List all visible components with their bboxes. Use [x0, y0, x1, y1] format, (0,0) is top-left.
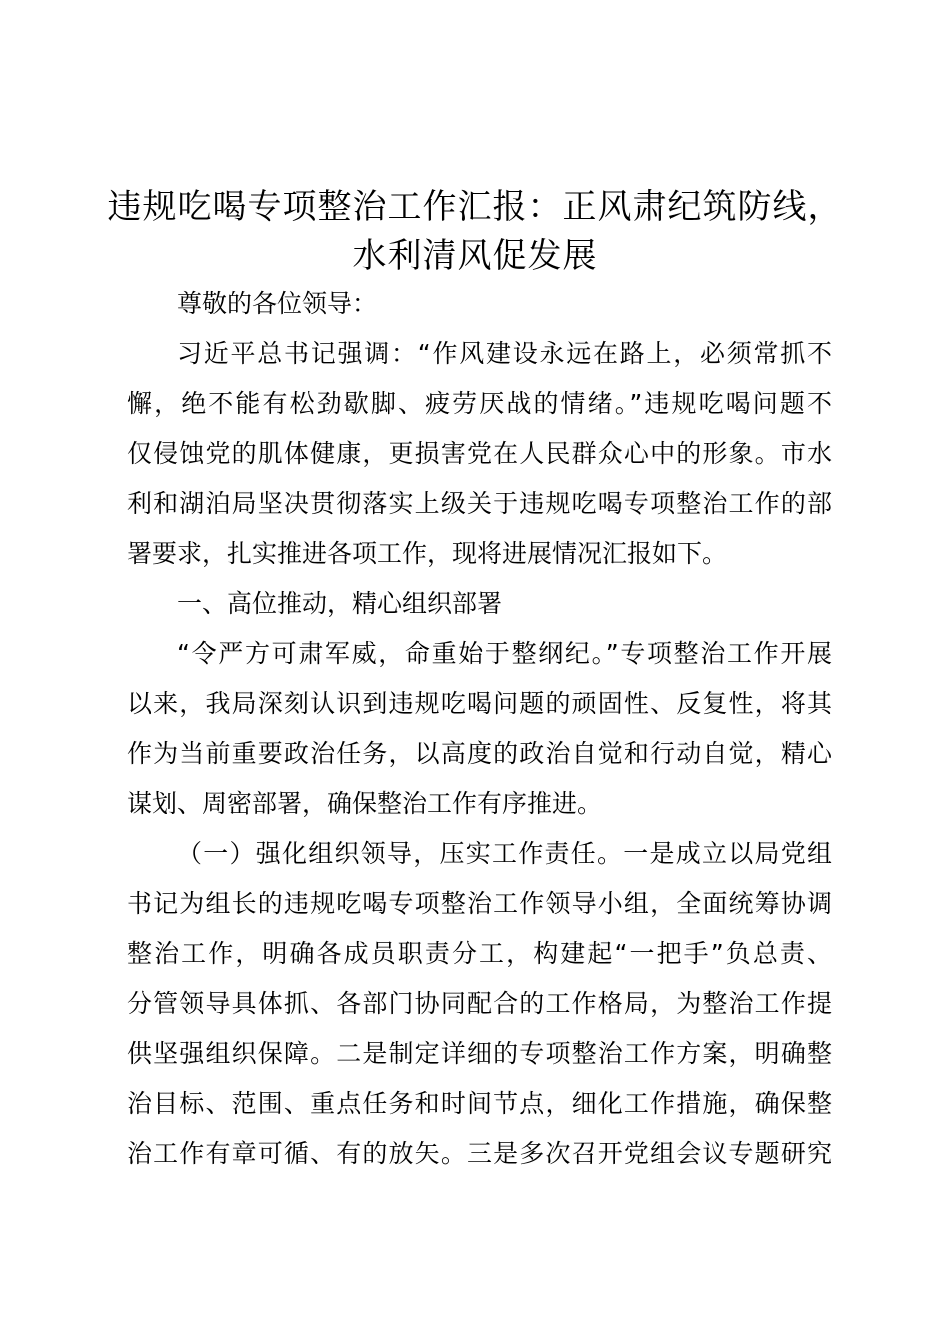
- paragraph-3-line: 治目标、范围、重点任务和时间节点，细化工作措施，确保整: [127, 1089, 832, 1118]
- paragraph-1-line: 仅侵蚀党的肌体健康，更损害党在人民群众心中的形象。市水: [127, 439, 832, 468]
- paragraph-1-line: 利和湖泊局坚决贯彻落实上级关于违规吃喝专项整治工作的部: [127, 489, 832, 518]
- document-title-line-2: 水利清风促发展: [352, 236, 598, 276]
- paragraph-3-line: 整治工作，明确各成员职责分工，构建起“一把手”负总责、: [127, 939, 832, 968]
- section-heading-1: 一、高位推动，精心组织部署: [177, 589, 503, 618]
- paragraph-1-line: 习近平总书记强调：“作风建设永远在路上，必须常抓不: [177, 339, 832, 368]
- paragraph-2-line: 作为当前重要政治任务，以高度的政治自觉和行动自觉，精心: [127, 739, 832, 768]
- document-title-line-1: 违规吃喝专项整治工作汇报：正风肃纪筑防线，: [107, 187, 843, 227]
- paragraph-2-line: “令严方可肃军威，命重始于整纲纪。”专项整治工作开展: [177, 639, 832, 668]
- paragraph-2-line: 谋划、周密部署，确保整治工作有序推进。: [127, 789, 603, 818]
- paragraph-3-line: 供坚强组织保障。二是制定详细的专项整治工作方案，明确整: [127, 1039, 832, 1068]
- paragraph-1-line: 懈，绝不能有松劲歇脚、疲劳厌战的情绪。”违规吃喝问题不: [127, 389, 832, 418]
- salutation: 尊敬的各位领导：: [177, 289, 378, 318]
- paragraph-2-line: 以来，我局深刻认识到违规吃喝问题的顽固性、反复性，将其: [127, 689, 832, 718]
- paragraph-3-line: 书记为组长的违规吃喝专项整治工作领导小组，全面统筹协调: [127, 889, 832, 918]
- paragraph-3-line: 分管领导具体抓、各部门协同配合的工作格局，为整治工作提: [127, 989, 832, 1018]
- paragraph-3-line: （一）强化组织领导，压实工作责任。一是成立以局党组: [177, 839, 832, 868]
- paragraph-3-line: 治工作有章可循、有的放矢。三是多次召开党组会议专题研究: [127, 1139, 832, 1168]
- paragraph-1-line: 署要求，扎实推进各项工作，现将进展情况汇报如下。: [127, 539, 728, 568]
